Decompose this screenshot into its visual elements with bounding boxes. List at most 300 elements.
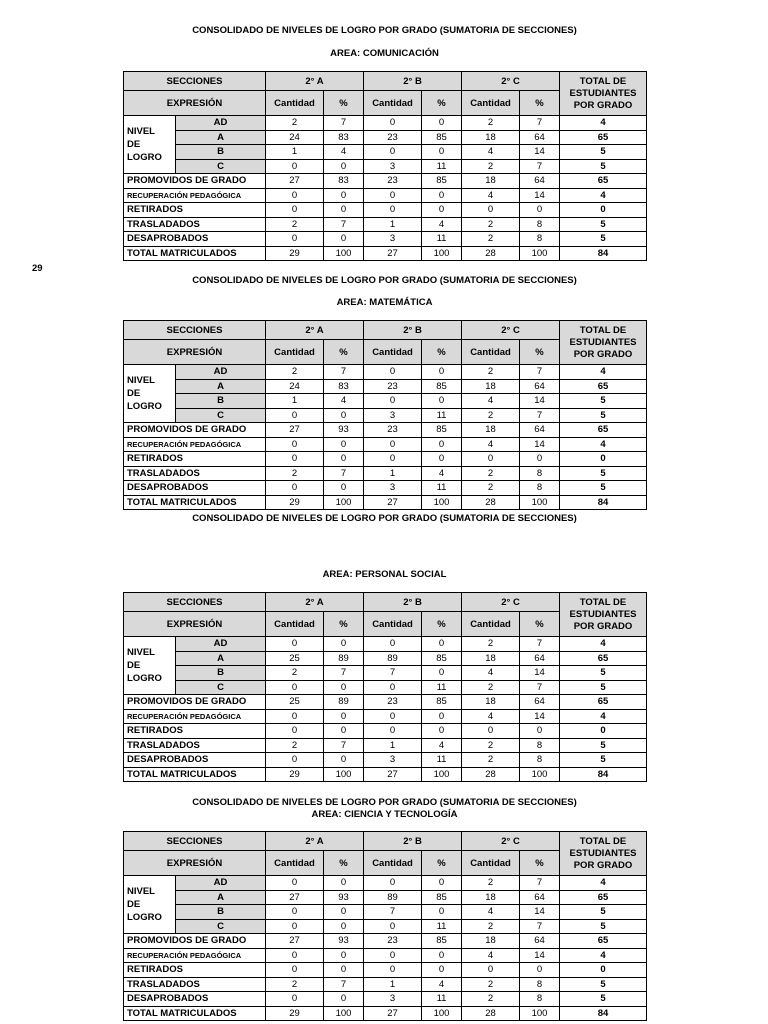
row-label: TRASLADADOS: [124, 977, 266, 992]
table-row: [124, 992, 647, 1007]
cantidad-header: Cantidad: [462, 851, 520, 876]
total-cell: 4: [560, 948, 647, 963]
value-cell: 14: [520, 188, 560, 203]
total-header: TOTAL DE ESTUDIANTES POR GRADO: [560, 832, 647, 876]
value-cell: 7: [520, 919, 560, 934]
value-cell: 3: [364, 232, 422, 247]
value-cell: 0: [266, 680, 324, 695]
table-row: [124, 481, 647, 496]
expresion-header: EXPRESIÓN: [124, 340, 266, 365]
value-cell: 64: [520, 130, 560, 145]
value-cell: 0: [324, 709, 364, 724]
value-cell: 1: [364, 466, 422, 481]
value-cell: 2: [462, 977, 520, 992]
value-cell: 28: [462, 767, 520, 782]
value-cell: 24: [266, 130, 324, 145]
value-cell: 85: [422, 651, 462, 666]
value-cell: 27: [364, 767, 422, 782]
value-cell: 0: [324, 753, 364, 768]
value-cell: 0: [422, 203, 462, 218]
value-cell: 85: [422, 890, 462, 905]
value-cell: 85: [422, 379, 462, 394]
table-row: [124, 379, 647, 394]
value-cell: 14: [520, 437, 560, 452]
value-cell: 0: [364, 437, 422, 452]
table-row: [124, 116, 647, 131]
value-cell: 27: [266, 174, 324, 189]
value-cell: 14: [520, 394, 560, 409]
table-row: [124, 159, 647, 174]
row-label: TRASLADADOS: [124, 738, 266, 753]
grade-b-header: 2° B: [364, 321, 462, 340]
value-cell: 14: [520, 905, 560, 920]
table-row: [124, 394, 647, 409]
row-label: A: [176, 651, 266, 666]
value-cell: 27: [266, 423, 324, 438]
value-cell: 0: [324, 992, 364, 1007]
cantidad-header: Cantidad: [462, 612, 520, 637]
table-row: [124, 437, 647, 452]
value-cell: 4: [422, 466, 462, 481]
total-cell: 5: [560, 217, 647, 232]
block-title: CONSOLIDADO DE NIVELES DE LOGRO POR GRADO (SUMATORIA DE SECCIONES): [192, 25, 577, 36]
percent-header: %: [422, 340, 462, 365]
value-cell: 7: [324, 666, 364, 681]
cantidad-header: Cantidad: [364, 612, 422, 637]
value-cell: 0: [324, 948, 364, 963]
value-cell: 0: [364, 919, 422, 934]
row-label: PROMOVIDOS DE GRADO: [124, 423, 266, 438]
total-cell: 65: [560, 379, 647, 394]
row-label: B: [176, 394, 266, 409]
value-cell: 27: [364, 246, 422, 261]
consolidado-table: [123, 831, 647, 1021]
value-cell: 0: [364, 963, 422, 978]
value-cell: 89: [364, 890, 422, 905]
table-row: [124, 876, 647, 891]
nivel-label-line: LOGRO: [127, 673, 162, 684]
value-cell: 100: [324, 767, 364, 782]
table-row: [124, 977, 647, 992]
value-cell: 27: [364, 1006, 422, 1021]
value-cell: 93: [324, 890, 364, 905]
value-cell: 0: [422, 876, 462, 891]
value-cell: 11: [422, 159, 462, 174]
value-cell: 4: [462, 948, 520, 963]
expresion-header: EXPRESIÓN: [124, 612, 266, 637]
value-cell: 2: [462, 753, 520, 768]
nivel-label-line: NIVEL: [127, 375, 155, 386]
consolidado-table: [123, 320, 647, 510]
value-cell: 0: [266, 408, 324, 423]
table-row: [124, 680, 647, 695]
table-row: [124, 738, 647, 753]
value-cell: 7: [520, 408, 560, 423]
value-cell: 18: [462, 651, 520, 666]
value-cell: 11: [422, 408, 462, 423]
value-cell: 100: [324, 495, 364, 510]
total-cell: 84: [560, 495, 647, 510]
cantidad-header: Cantidad: [266, 91, 324, 116]
table-row: [124, 948, 647, 963]
value-cell: 18: [462, 890, 520, 905]
value-cell: 29: [266, 246, 324, 261]
value-cell: 11: [422, 753, 462, 768]
value-cell: 14: [520, 666, 560, 681]
value-cell: 85: [422, 695, 462, 710]
value-cell: 14: [520, 145, 560, 160]
value-cell: 100: [520, 767, 560, 782]
table-row: [124, 1006, 647, 1021]
total-header: TOTAL DE ESTUDIANTES POR GRADO: [560, 72, 647, 116]
row-label: B: [176, 905, 266, 920]
nivel-label-line: DE: [127, 899, 141, 910]
row-label: C: [176, 680, 266, 695]
value-cell: 0: [324, 637, 364, 652]
value-cell: 100: [520, 495, 560, 510]
row-label: C: [176, 408, 266, 423]
grade-b-header: 2° B: [364, 72, 462, 91]
value-cell: 4: [462, 145, 520, 160]
value-cell: 64: [520, 379, 560, 394]
total-cell: 5: [560, 905, 647, 920]
total-cell: 5: [560, 145, 647, 160]
value-cell: 64: [520, 651, 560, 666]
value-cell: 0: [324, 724, 364, 739]
value-cell: 85: [422, 130, 462, 145]
value-cell: 18: [462, 130, 520, 145]
value-cell: 2: [462, 680, 520, 695]
value-cell: 8: [520, 977, 560, 992]
table-row: [124, 423, 647, 438]
value-cell: 100: [520, 246, 560, 261]
value-cell: 4: [462, 666, 520, 681]
value-cell: 100: [324, 1006, 364, 1021]
value-cell: 0: [422, 394, 462, 409]
cantidad-header: Cantidad: [266, 612, 324, 637]
table-row: [124, 651, 647, 666]
row-label: RETIRADOS: [124, 452, 266, 467]
value-cell: 0: [364, 116, 422, 131]
value-cell: 4: [422, 977, 462, 992]
row-label: AD: [176, 365, 266, 380]
value-cell: 2: [462, 217, 520, 232]
value-cell: 0: [520, 203, 560, 218]
total-cell: 5: [560, 232, 647, 247]
total-cell: 5: [560, 992, 647, 1007]
value-cell: 2: [462, 159, 520, 174]
value-cell: 14: [520, 709, 560, 724]
value-cell: 2: [462, 738, 520, 753]
value-cell: 7: [520, 637, 560, 652]
value-cell: 2: [266, 466, 324, 481]
value-cell: 7: [324, 116, 364, 131]
grade-a-header: 2° A: [266, 321, 364, 340]
value-cell: 23: [364, 174, 422, 189]
block-title: CONSOLIDADO DE NIVELES DE LOGRO POR GRADO (SUMATORIA DE SECCIONES): [192, 797, 577, 808]
table-row: [124, 130, 647, 145]
percent-header: %: [324, 91, 364, 116]
percent-header: %: [520, 91, 560, 116]
value-cell: 100: [422, 1006, 462, 1021]
expresion-header: EXPRESIÓN: [124, 851, 266, 876]
value-cell: 8: [520, 481, 560, 496]
table-row: [124, 767, 647, 782]
value-cell: 64: [520, 174, 560, 189]
nivel-label-line: NIVEL: [127, 886, 155, 897]
total-cell: 4: [560, 116, 647, 131]
value-cell: 0: [266, 876, 324, 891]
value-cell: 0: [520, 963, 560, 978]
total-cell: 5: [560, 666, 647, 681]
value-cell: 0: [324, 203, 364, 218]
value-cell: 18: [462, 695, 520, 710]
value-cell: 4: [324, 145, 364, 160]
value-cell: 3: [364, 481, 422, 496]
value-cell: 0: [364, 145, 422, 160]
value-cell: 2: [266, 666, 324, 681]
page-number: 29: [32, 263, 43, 274]
value-cell: 0: [364, 452, 422, 467]
cantidad-header: Cantidad: [462, 91, 520, 116]
row-label: TOTAL MATRICULADOS: [124, 495, 266, 510]
value-cell: 8: [520, 738, 560, 753]
value-cell: 0: [324, 232, 364, 247]
table-row: [124, 203, 647, 218]
row-label: C: [176, 919, 266, 934]
table-row: [124, 724, 647, 739]
table-row: [124, 495, 647, 510]
grade-c-header: 2° C: [462, 593, 560, 612]
row-label: RECUPERACIÓN PEDAGÓGICA: [124, 188, 266, 203]
total-cell: 4: [560, 437, 647, 452]
total-cell: 65: [560, 651, 647, 666]
value-cell: 29: [266, 495, 324, 510]
value-cell: 2: [266, 738, 324, 753]
percent-header: %: [422, 851, 462, 876]
value-cell: 0: [266, 963, 324, 978]
value-cell: 18: [462, 379, 520, 394]
total-cell: 5: [560, 466, 647, 481]
value-cell: 1: [364, 977, 422, 992]
value-cell: 93: [324, 934, 364, 949]
value-cell: 3: [364, 159, 422, 174]
value-cell: 14: [520, 948, 560, 963]
value-cell: 0: [422, 905, 462, 920]
value-cell: 7: [520, 876, 560, 891]
grade-c-header: 2° C: [462, 72, 560, 91]
value-cell: 85: [422, 934, 462, 949]
block-area: AREA: PERSONAL SOCIAL: [322, 569, 447, 580]
row-label: C: [176, 159, 266, 174]
value-cell: 2: [462, 232, 520, 247]
nivel-label-line: NIVEL: [127, 126, 155, 137]
value-cell: 4: [462, 905, 520, 920]
value-cell: 0: [422, 724, 462, 739]
value-cell: 1: [266, 394, 324, 409]
total-cell: 4: [560, 709, 647, 724]
table-row: [124, 753, 647, 768]
value-cell: 0: [422, 437, 462, 452]
table-row: [124, 408, 647, 423]
value-cell: 4: [462, 709, 520, 724]
grade-a-header: 2° A: [266, 593, 364, 612]
value-cell: 83: [324, 174, 364, 189]
nivel-label-line: LOGRO: [127, 152, 162, 163]
value-cell: 0: [364, 724, 422, 739]
row-label: RECUPERACIÓN PEDAGÓGICA: [124, 709, 266, 724]
value-cell: 7: [324, 738, 364, 753]
value-cell: 0: [324, 876, 364, 891]
percent-header: %: [520, 612, 560, 637]
value-cell: 0: [462, 724, 520, 739]
table-row: [124, 246, 647, 261]
value-cell: 0: [324, 437, 364, 452]
nivel-label-line: DE: [127, 660, 141, 671]
secciones-header: SECCIONES: [124, 321, 266, 340]
table-row: [124, 637, 647, 652]
value-cell: 4: [324, 394, 364, 409]
value-cell: 83: [324, 379, 364, 394]
value-cell: 2: [462, 637, 520, 652]
value-cell: 4: [462, 394, 520, 409]
value-cell: 8: [520, 992, 560, 1007]
value-cell: 0: [266, 992, 324, 1007]
value-cell: 0: [462, 203, 520, 218]
value-cell: 23: [364, 423, 422, 438]
value-cell: 0: [266, 232, 324, 247]
block-area: AREA: MATEMÁTICA: [336, 297, 433, 308]
value-cell: 0: [462, 963, 520, 978]
value-cell: 1: [364, 738, 422, 753]
total-cell: 5: [560, 753, 647, 768]
value-cell: 4: [462, 188, 520, 203]
grade-a-header: 2° A: [266, 72, 364, 91]
value-cell: 7: [324, 977, 364, 992]
value-cell: 83: [324, 130, 364, 145]
value-cell: 0: [364, 394, 422, 409]
row-label: A: [176, 379, 266, 394]
value-cell: 64: [520, 695, 560, 710]
total-cell: 5: [560, 680, 647, 695]
row-label: RETIRADOS: [124, 963, 266, 978]
value-cell: 0: [520, 452, 560, 467]
value-cell: 0: [266, 905, 324, 920]
row-label: PROMOVIDOS DE GRADO: [124, 174, 266, 189]
value-cell: 85: [422, 174, 462, 189]
total-cell: 65: [560, 423, 647, 438]
table-row: [124, 188, 647, 203]
total-cell: 5: [560, 977, 647, 992]
row-label: RECUPERACIÓN PEDAGÓGICA: [124, 948, 266, 963]
value-cell: 23: [364, 695, 422, 710]
value-cell: 8: [520, 466, 560, 481]
value-cell: 3: [364, 753, 422, 768]
row-label: TOTAL MATRICULADOS: [124, 246, 266, 261]
value-cell: 93: [324, 423, 364, 438]
block-title: CONSOLIDADO DE NIVELES DE LOGRO POR GRADO (SUMATORIA DE SECCIONES): [192, 275, 577, 286]
table-row: [124, 365, 647, 380]
value-cell: 0: [266, 203, 324, 218]
row-label: RETIRADOS: [124, 724, 266, 739]
value-cell: 100: [422, 246, 462, 261]
value-cell: 28: [462, 246, 520, 261]
value-cell: 100: [422, 495, 462, 510]
value-cell: 0: [324, 963, 364, 978]
cantidad-header: Cantidad: [364, 91, 422, 116]
row-label: TOTAL MATRICULADOS: [124, 767, 266, 782]
value-cell: 28: [462, 495, 520, 510]
value-cell: 0: [364, 203, 422, 218]
row-label: AD: [176, 637, 266, 652]
total-cell: 5: [560, 159, 647, 174]
total-cell: 84: [560, 767, 647, 782]
consolidado-table: [123, 592, 647, 782]
value-cell: 0: [324, 481, 364, 496]
value-cell: 0: [266, 724, 324, 739]
total-cell: 0: [560, 963, 647, 978]
value-cell: 0: [324, 680, 364, 695]
nivel-de-logro-label: [124, 365, 176, 423]
total-cell: 0: [560, 203, 647, 218]
nivel-label-line: DE: [127, 139, 141, 150]
cantidad-header: Cantidad: [266, 851, 324, 876]
value-cell: 27: [266, 934, 324, 949]
value-cell: 4: [462, 437, 520, 452]
value-cell: 0: [422, 145, 462, 160]
row-label: A: [176, 890, 266, 905]
row-label: DESAPROBADOS: [124, 232, 266, 247]
nivel-label-line: DE: [127, 388, 141, 399]
table-row: [124, 890, 647, 905]
block-area: AREA: COMUNICACIÓN: [330, 48, 439, 59]
value-cell: 0: [364, 948, 422, 963]
value-cell: 7: [324, 365, 364, 380]
secciones-header: SECCIONES: [124, 72, 266, 91]
value-cell: 0: [520, 724, 560, 739]
value-cell: 23: [364, 379, 422, 394]
row-label: RETIRADOS: [124, 203, 266, 218]
value-cell: 0: [364, 637, 422, 652]
value-cell: 0: [266, 481, 324, 496]
value-cell: 89: [324, 651, 364, 666]
value-cell: 64: [520, 423, 560, 438]
total-cell: 4: [560, 876, 647, 891]
value-cell: 0: [324, 905, 364, 920]
value-cell: 2: [266, 977, 324, 992]
grade-b-header: 2° B: [364, 593, 462, 612]
percent-header: %: [422, 612, 462, 637]
value-cell: 100: [324, 246, 364, 261]
nivel-de-logro-label: [124, 116, 176, 174]
table-row: [124, 466, 647, 481]
value-cell: 0: [422, 963, 462, 978]
value-cell: 64: [520, 890, 560, 905]
value-cell: 2: [462, 466, 520, 481]
value-cell: 11: [422, 919, 462, 934]
value-cell: 0: [266, 159, 324, 174]
row-label: RECUPERACIÓN PEDAGÓGICA: [124, 437, 266, 452]
percent-header: %: [324, 612, 364, 637]
total-header: TOTAL DE ESTUDIANTES POR GRADO: [560, 321, 647, 365]
nivel-label-line: LOGRO: [127, 912, 162, 923]
cantidad-header: Cantidad: [364, 851, 422, 876]
total-cell: 5: [560, 408, 647, 423]
value-cell: 0: [266, 188, 324, 203]
block-area: AREA: CIENCIA Y TECNOLOGÍA: [311, 809, 458, 820]
value-cell: 8: [520, 232, 560, 247]
row-label: B: [176, 145, 266, 160]
